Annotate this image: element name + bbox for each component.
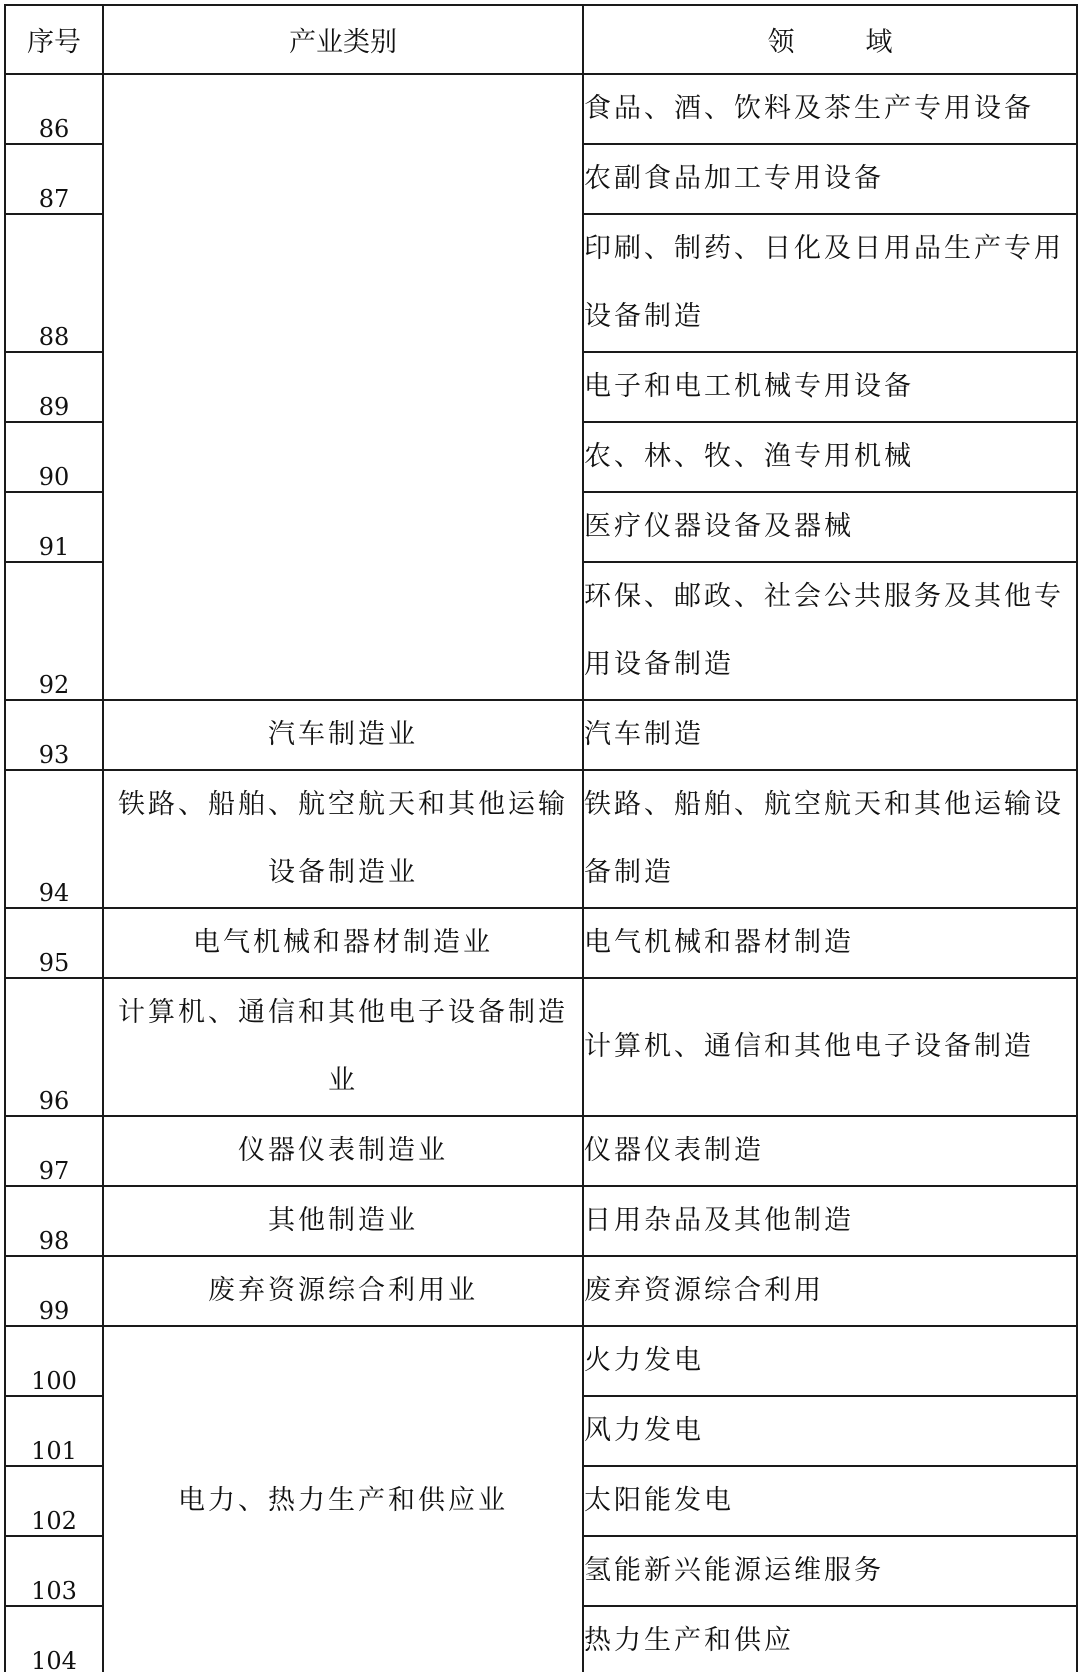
field-cell: 风力发电 [583, 1396, 1077, 1466]
row-number: 89 [5, 352, 103, 422]
table-row [5, 1326, 1077, 1396]
row-number: 88 [5, 214, 103, 352]
category-cell: 计算机、通信和其他电子设备制造业 [103, 978, 583, 1116]
row-number: 93 [5, 700, 103, 770]
table-row [5, 978, 1077, 1116]
row-number: 91 [5, 492, 103, 562]
field-cell: 汽车制造 [583, 700, 1077, 770]
field-cell: 氢能新兴能源运维服务 [583, 1536, 1077, 1606]
category-cell: 废弃资源综合利用业 [103, 1256, 583, 1326]
field-cell: 废弃资源综合利用 [583, 1256, 1077, 1326]
field-cell: 农副食品加工专用设备 [583, 144, 1077, 214]
field-cell: 日用杂品及其他制造 [583, 1186, 1077, 1256]
row-number: 95 [5, 908, 103, 978]
field-cell: 印刷、制药、日化及日用品生产专用设备制造 [583, 214, 1077, 352]
table-row [5, 74, 1077, 144]
field-cell: 仪器仪表制造 [583, 1116, 1077, 1186]
field-cell: 计算机、通信和其他电子设备制造 [583, 978, 1077, 1116]
field-cell: 食品、酒、饮料及茶生产专用设备 [583, 74, 1077, 144]
row-number: 103 [5, 1536, 103, 1606]
field-cell: 农、林、牧、渔专用机械 [583, 422, 1077, 492]
field-cell: 环保、邮政、社会公共服务及其他专用设备制造 [583, 562, 1077, 700]
row-number: 90 [5, 422, 103, 492]
header-field: 领 域 [583, 5, 1077, 74]
category-cell: 电气机械和器材制造业 [103, 908, 583, 978]
table-row [5, 908, 1077, 978]
field-cell: 铁路、船舶、航空航天和其他运输设备制造 [583, 770, 1077, 908]
field-cell: 太阳能发电 [583, 1466, 1077, 1536]
category-cell: 其他制造业 [103, 1186, 583, 1256]
category-cell: 电力、热力生产和供应业 [103, 1326, 583, 1672]
header-no: 序号 [5, 5, 103, 74]
category-cell [103, 74, 583, 700]
header-category: 产业类别 [103, 5, 583, 74]
table-header-row [5, 5, 1077, 74]
row-number: 96 [5, 978, 103, 1116]
row-number: 98 [5, 1186, 103, 1256]
row-number: 87 [5, 144, 103, 214]
field-cell: 热力生产和供应 [583, 1606, 1077, 1672]
category-cell: 仪器仪表制造业 [103, 1116, 583, 1186]
row-number: 102 [5, 1466, 103, 1536]
table-row [5, 1186, 1077, 1256]
field-cell: 医疗仪器设备及器械 [583, 492, 1077, 562]
field-cell: 电子和电工机械专用设备 [583, 352, 1077, 422]
field-cell: 电气机械和器材制造 [583, 908, 1077, 978]
table-row [5, 1256, 1077, 1326]
row-number: 100 [5, 1326, 103, 1396]
table-row [5, 770, 1077, 908]
category-cell: 汽车制造业 [103, 700, 583, 770]
category-cell: 铁路、船舶、航空航天和其他运输设备制造业 [103, 770, 583, 908]
row-number: 101 [5, 1396, 103, 1466]
table-row [5, 1116, 1077, 1186]
field-cell: 火力发电 [583, 1326, 1077, 1396]
table-row [5, 700, 1077, 770]
row-number: 97 [5, 1116, 103, 1186]
industry-table [4, 4, 1078, 1672]
row-number: 104 [5, 1606, 103, 1672]
row-number: 99 [5, 1256, 103, 1326]
row-number: 92 [5, 562, 103, 700]
row-number: 86 [5, 74, 103, 144]
row-number: 94 [5, 770, 103, 908]
